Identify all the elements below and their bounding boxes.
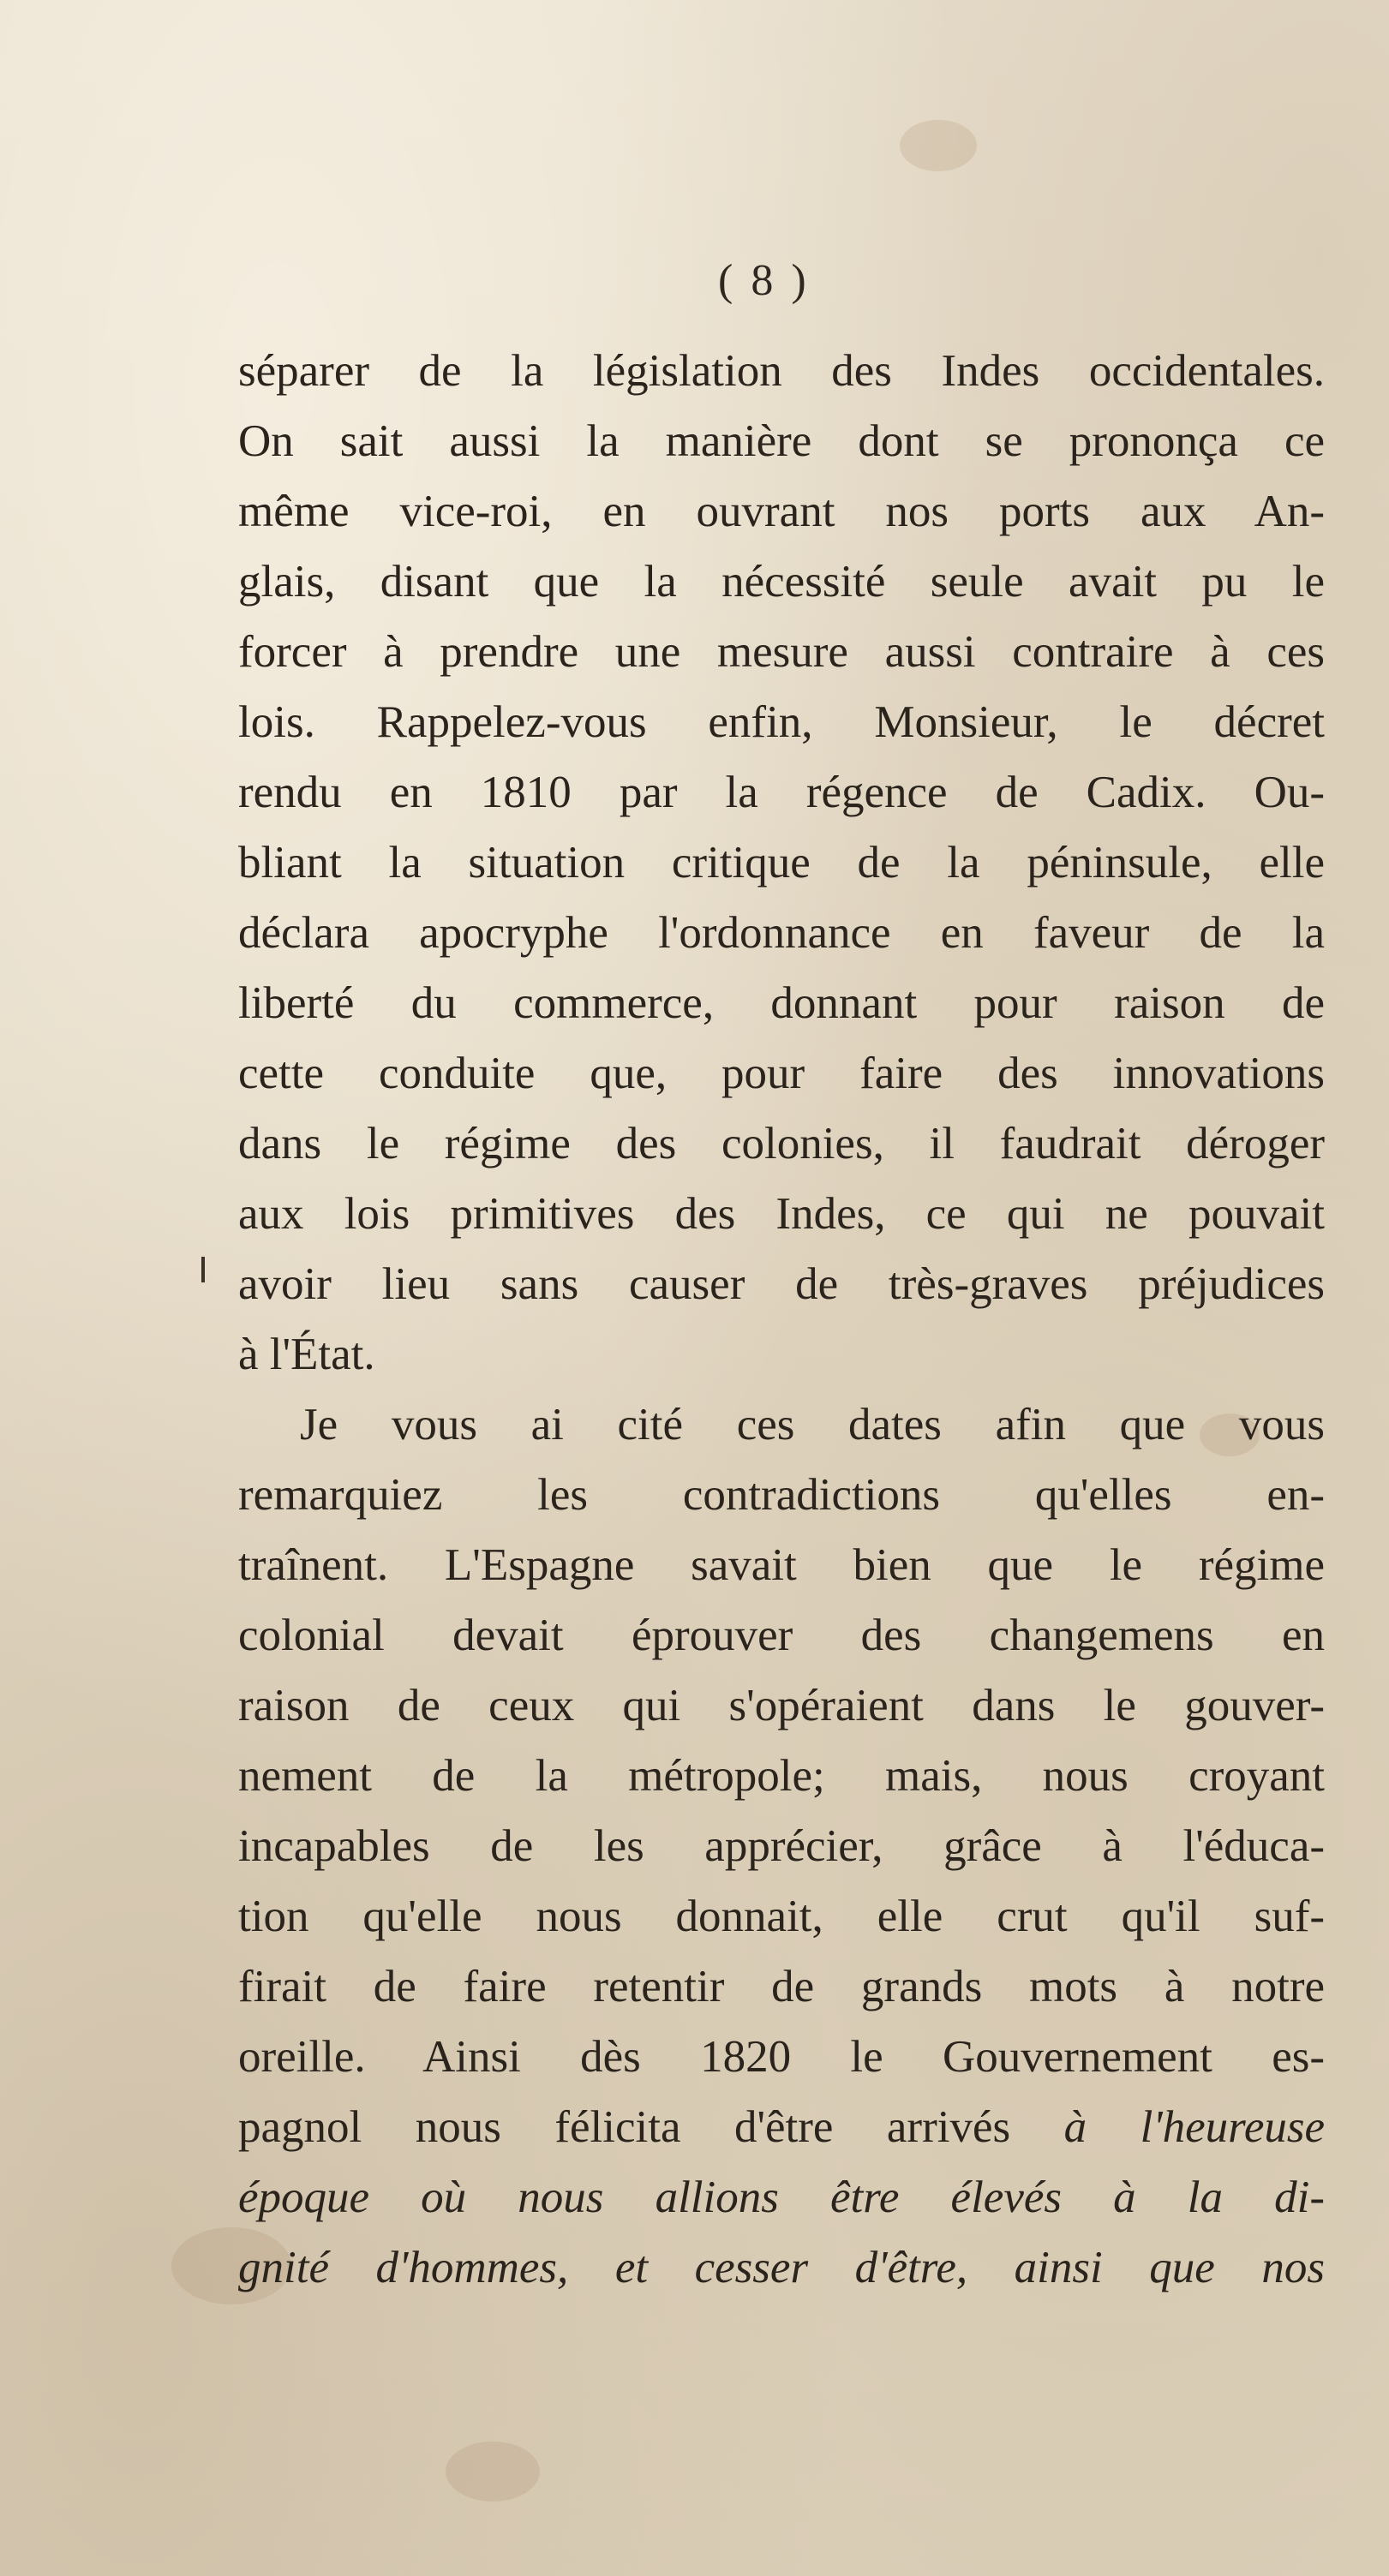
text-line: incapables de les apprécier, grâce à l'éduca- <box>238 1821 1325 1871</box>
text-line: cette conduite que, pour faire des innovations <box>238 1049 1325 1098</box>
text-line: à l'État. <box>238 1330 375 1379</box>
text-line: forcer à prendre une mesure aussi contraire à ces <box>238 627 1325 677</box>
text-line: firait de faire retentir de grands mots à notre <box>238 1962 1325 2011</box>
text-line: séparer de la législation des Indes occidentales. <box>238 346 1325 396</box>
text-line: bliant la situation critique de la péninsule, elle <box>238 838 1325 888</box>
text-line-italic: époque où nous allions être élevés à la di- <box>238 2173 1325 2222</box>
text-line: remarquiez les contradictions qu'elles en- <box>238 1470 1325 1520</box>
text-line: aux lois primitives des Indes, ce qui ne pouvait <box>238 1189 1325 1239</box>
paragraph-2 <box>238 1390 1325 2303</box>
text-line: nement de la métropole; mais, nous croyant <box>238 1751 1325 1801</box>
text-line: glais, disant que la nécessité seule avait pu le <box>238 557 1325 607</box>
text-line: Je vous ai cité ces dates afin que vous <box>300 1400 1325 1449</box>
text-line: On sait aussi la manière dont se prononça ce <box>238 416 1325 466</box>
text-line-italic: gnité d'hommes, et cesser d'être, ainsi que nos <box>238 2243 1325 2292</box>
page-number: ( 8 ) <box>718 256 810 305</box>
text-line: rendu en 1810 par la régence de Cadix. Ou- <box>238 768 1325 817</box>
text-line: dans le régime des colonies, il faudrait déroger <box>238 1119 1325 1168</box>
text-line: même vice-roi, en ouvrant nos ports aux An- <box>238 487 1325 536</box>
text-line: raison de ceux qui s'opéraient dans le gouver- <box>238 1681 1325 1730</box>
paragraph-1 <box>238 336 1325 1390</box>
body-text <box>238 336 1325 2303</box>
text-line: traînent. L'Espagne savait bien que le régime <box>238 1540 1325 1590</box>
text-line: lois. Rappelez-vous enfin, Monsieur, le décret <box>238 697 1325 747</box>
paper-stain <box>446 2442 540 2501</box>
text-italic: à l'heureuse <box>1063 2102 1325 2152</box>
text-line-mixed <box>238 2092 1325 2162</box>
text-line: avoir lieu sans causer de très-graves préjudices <box>238 1259 1325 1309</box>
text-line: colonial devait éprouver des changemens en <box>238 1611 1325 1660</box>
text-line: oreille. Ainsi dès 1820 le Gouvernement es- <box>238 2032 1325 2082</box>
text-line: tion qu'elle nous donnait, elle crut qu'il suf- <box>238 1892 1325 1941</box>
margin-mark <box>201 1257 205 1282</box>
text-line: liberté du commerce, donnant pour raison de <box>238 978 1325 1028</box>
text-line: déclara apocryphe l'ordonnance en faveur de la <box>238 908 1325 958</box>
paper-stain <box>900 120 977 171</box>
text-roman: pagnol nous félicita d'être arrivés <box>238 2102 1064 2152</box>
